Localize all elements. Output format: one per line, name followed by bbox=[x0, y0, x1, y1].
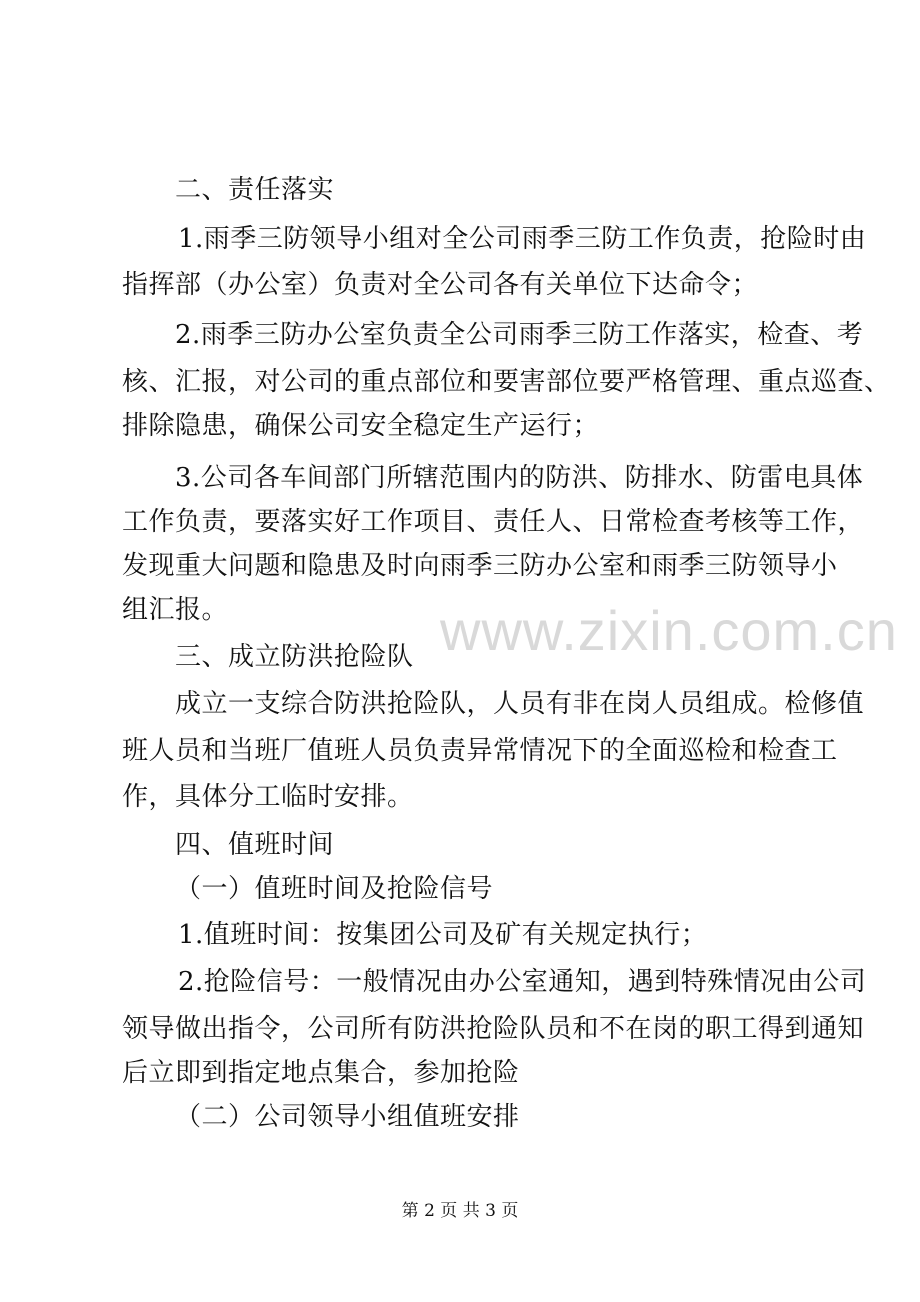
paragraph-line: 2.雨季三防办公室负责全公司雨季三防工作落实，检查、考 bbox=[175, 320, 864, 350]
paragraph-line: 1.雨季三防领导小组对全公司雨季三防工作负责，抢险时由 bbox=[178, 224, 867, 254]
subheading-leadership-duty: （二）公司领导小组值班安排 bbox=[175, 1102, 520, 1132]
heading-responsibility: 二、责任落实 bbox=[175, 175, 335, 205]
paragraph-line: 核、汇报，对公司的重点部位和要害部位要严格管理、重点巡查、 bbox=[122, 367, 891, 397]
paragraph-line: 排除隐患，确保公司安全稳定生产运行； bbox=[122, 411, 600, 441]
subheading-duty-signal: （一）值班时间及抢险信号 bbox=[175, 874, 494, 904]
paragraph-line: 发现重大问题和隐患及时向雨季三防办公室和雨季三防领导小 bbox=[122, 551, 838, 581]
paragraph-line: 组汇报。 bbox=[122, 595, 229, 625]
heading-rescue-team: 三、成立防洪抢险队 bbox=[175, 642, 414, 672]
paragraph-line: 指挥部（办公室）负责对全公司各有关单位下达命令； bbox=[122, 270, 759, 300]
paragraph-line: 作，具体分工临时安排。 bbox=[122, 782, 414, 812]
watermark: www.zixin.com.cn bbox=[440, 599, 898, 662]
paragraph-line: 后立即到指定地点集合，参加抢险 bbox=[122, 1058, 520, 1088]
page-number-footer: 第 2 页 共 3 页 bbox=[401, 1201, 519, 1221]
paragraph-line: 工作负责，要落实好工作项目、责任人、日常检查考核等工作， bbox=[122, 507, 865, 537]
paragraph-line: 2.抢险信号：一般情况由办公室通知，遇到特殊情况由公司 bbox=[178, 967, 867, 997]
heading-duty-time: 四、值班时间 bbox=[175, 830, 335, 860]
paragraph-line: 1.值班时间：按集团公司及矿有关规定执行； bbox=[178, 920, 708, 950]
paragraph-line: 成立一支综合防洪抢险队，人员有非在岗人员组成。检修值 bbox=[175, 689, 865, 719]
paragraph-line: 领导做出指令，公司所有防洪抢险队员和不在岗的职工得到通知 bbox=[122, 1014, 865, 1044]
paragraph-line: 3.公司各车间部门所辖范围内的防洪、防排水、防雷电具体 bbox=[175, 463, 864, 493]
paragraph-line: 班人员和当班厂值班人员负责异常情况下的全面巡检和检查工 bbox=[122, 736, 838, 766]
